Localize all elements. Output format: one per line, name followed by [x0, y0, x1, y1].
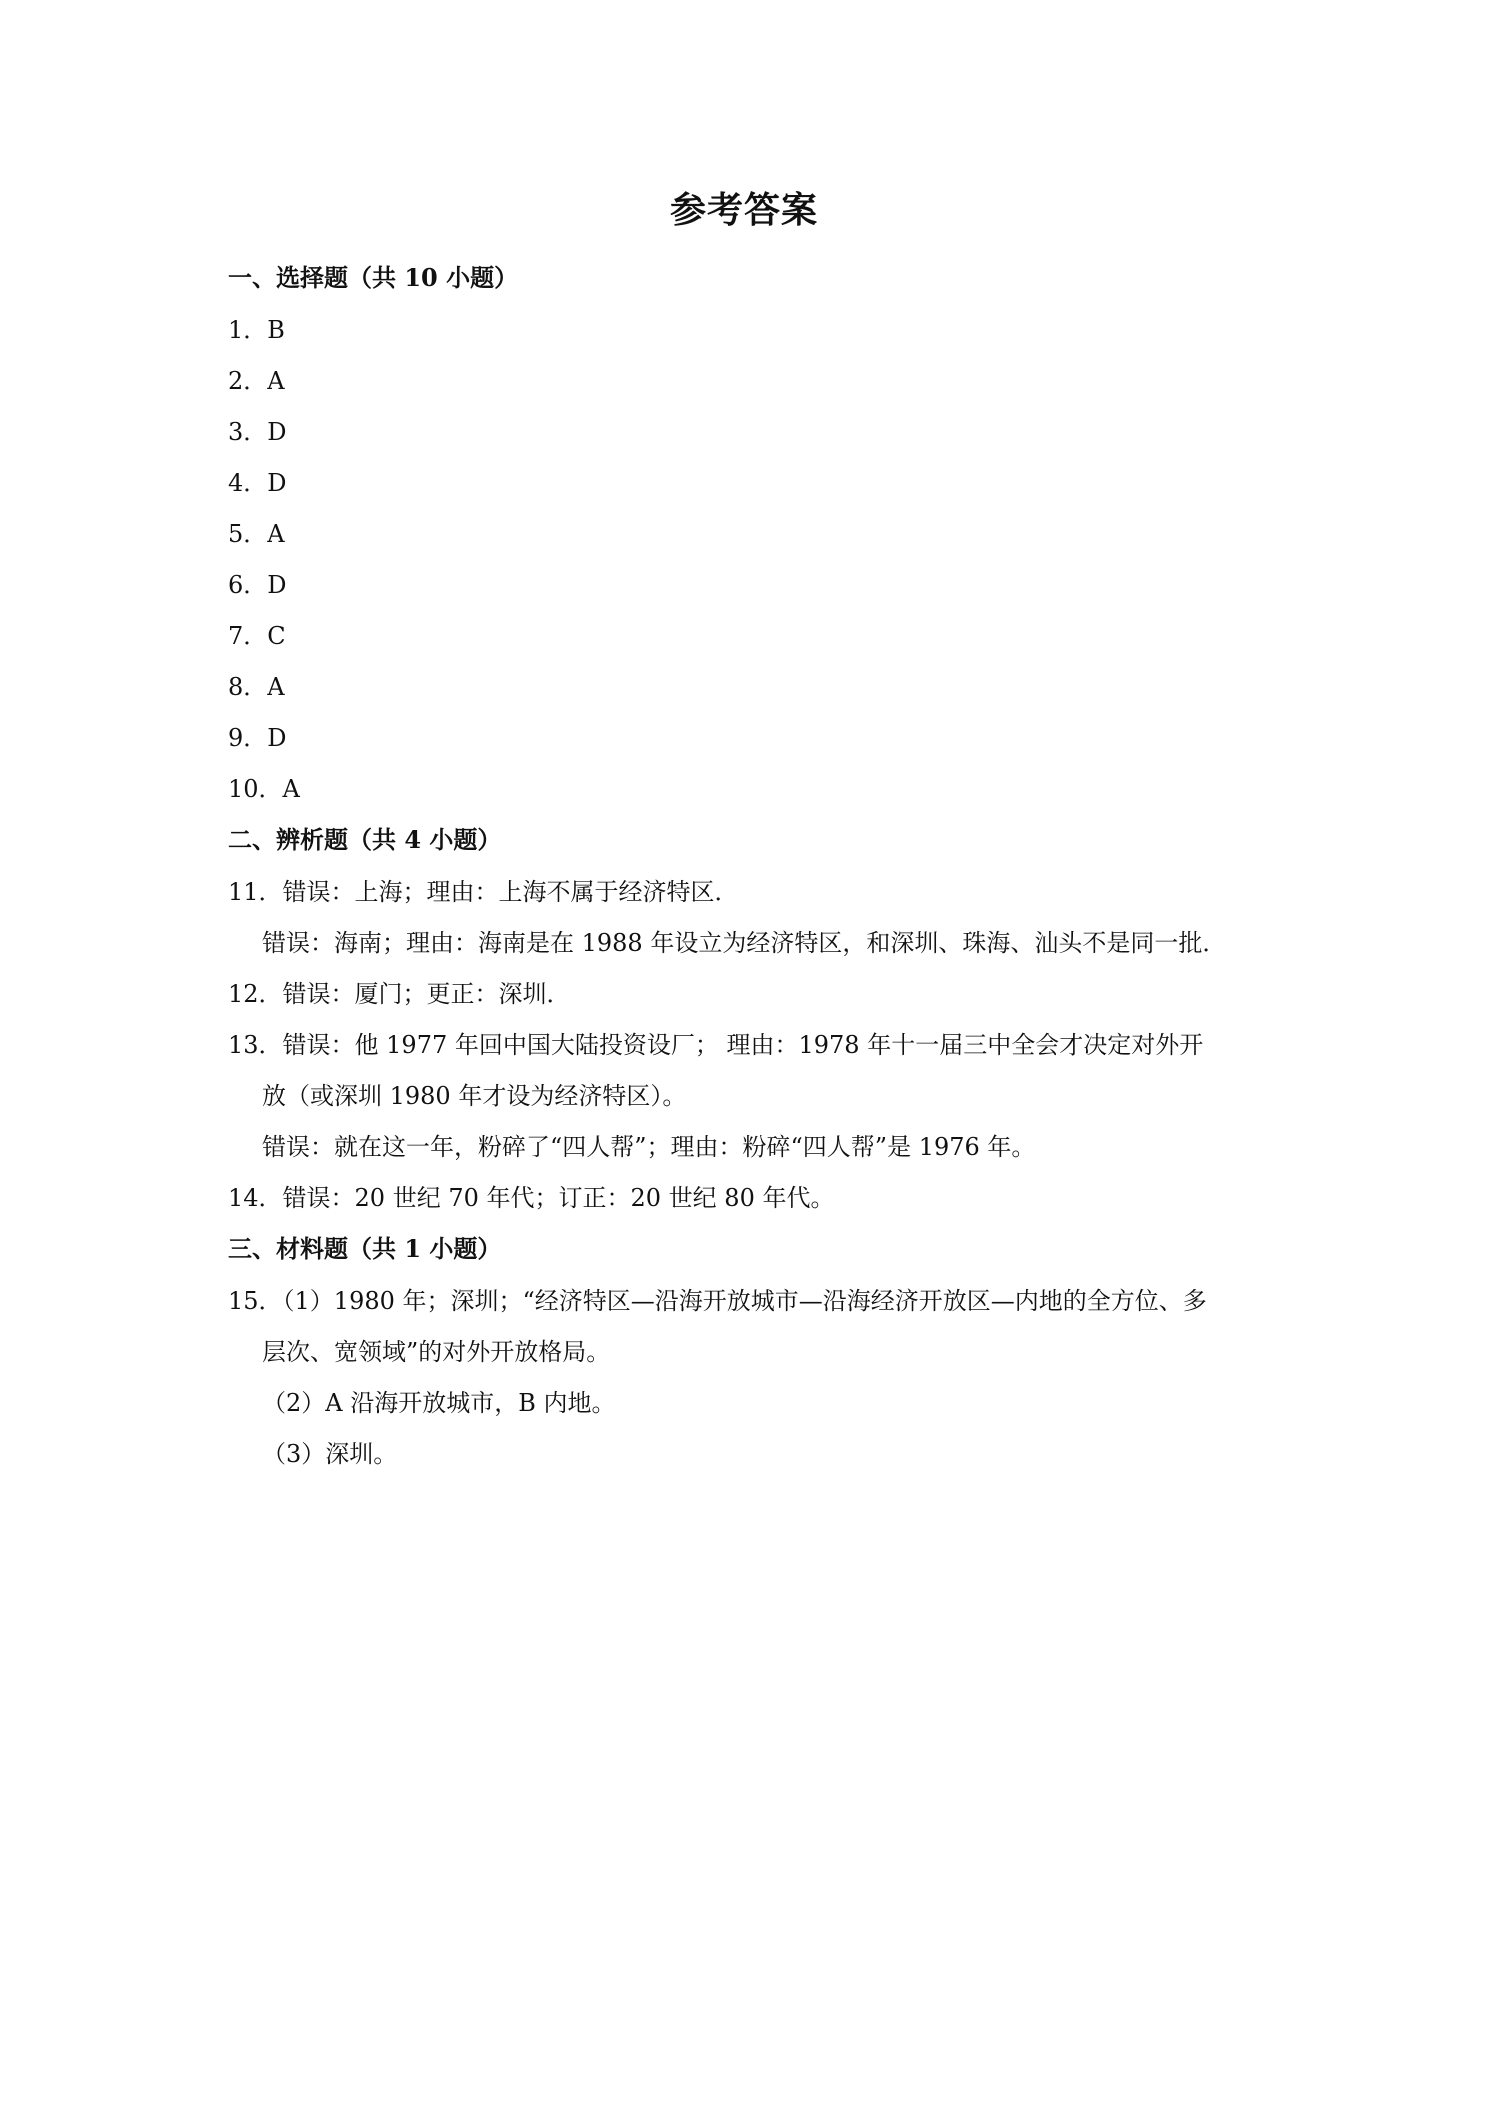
answer-item — [228, 514, 285, 549]
answer-item — [228, 718, 287, 753]
answer-line: 11．错误：上海；理由：上海不属于经济特区． — [228, 878, 739, 906]
answer-number: 7． — [228, 622, 268, 650]
answer-line: 层次、宽领域”的对外开放格局。 — [262, 1338, 611, 1366]
answer-line: 错误：就在这一年，粉碎了“四人帮”；理由：粉碎“四人帮”是 1976 年。 — [262, 1133, 1036, 1161]
answer-value: A — [267, 520, 285, 548]
answer-line: 放（或深圳 1980 年才设为经济特区）。 — [262, 1082, 687, 1110]
answer-value: A — [282, 775, 300, 803]
answer-line: 14．错误：20 世纪 70 年代；订正：20 世纪 80 年代。 — [228, 1184, 835, 1212]
answer-line: 13．错误：他 1977 年回中国大陆投资设厂； 理由：1978 年十一届三中全会才决定对外开 — [228, 1031, 1204, 1059]
answer-number: 8． — [228, 673, 268, 701]
answer-item — [228, 667, 285, 702]
answer-number: 9． — [228, 724, 268, 752]
answer-number: 4． — [228, 469, 268, 497]
answer-line: 12．错误：厦门；更正：深圳． — [228, 980, 571, 1008]
answer-item — [228, 361, 285, 396]
answer-number: 10． — [228, 775, 283, 803]
answer-value: D — [267, 418, 287, 446]
answer-item — [228, 412, 287, 447]
section-heading-material: 三、材料题（共 1 小题） — [228, 1234, 502, 1263]
answer-value: A — [267, 673, 285, 701]
answer-line: 错误：海南；理由：海南是在 1988 年设立为经济特区，和深圳、珠海、汕头不是同一批． — [262, 929, 1227, 957]
answer-number: 6． — [228, 571, 268, 599]
section-heading-choice: 一、选择题（共 10 小题） — [228, 263, 519, 292]
answer-number: 1． — [228, 316, 268, 344]
answer-value: D — [267, 571, 287, 599]
section-heading-analysis: 二、辨析题（共 4 小题） — [228, 825, 502, 854]
answer-line: （3）深圳。 — [262, 1440, 398, 1468]
answer-item — [228, 769, 300, 804]
answer-number: 5． — [228, 520, 268, 548]
answer-item — [228, 463, 287, 498]
page-title: 参考答案 — [669, 189, 818, 231]
answer-line: （2）A 沿海开放城市，B 内地。 — [262, 1389, 616, 1417]
answer-item — [228, 565, 287, 600]
answer-value: A — [267, 367, 285, 395]
answer-item — [228, 310, 285, 345]
answer-value: D — [267, 469, 287, 497]
answer-number: 3． — [228, 418, 268, 446]
answer-value: C — [267, 622, 286, 650]
answer-number: 2． — [228, 367, 268, 395]
answer-value: B — [267, 316, 285, 344]
answer-value: D — [267, 724, 287, 752]
answer-item — [228, 616, 286, 651]
answer-line: 15．（1）1980 年；深圳；“经济特区—沿海开放城市—沿海经济开放区—内地的全方位、多 — [228, 1287, 1207, 1315]
